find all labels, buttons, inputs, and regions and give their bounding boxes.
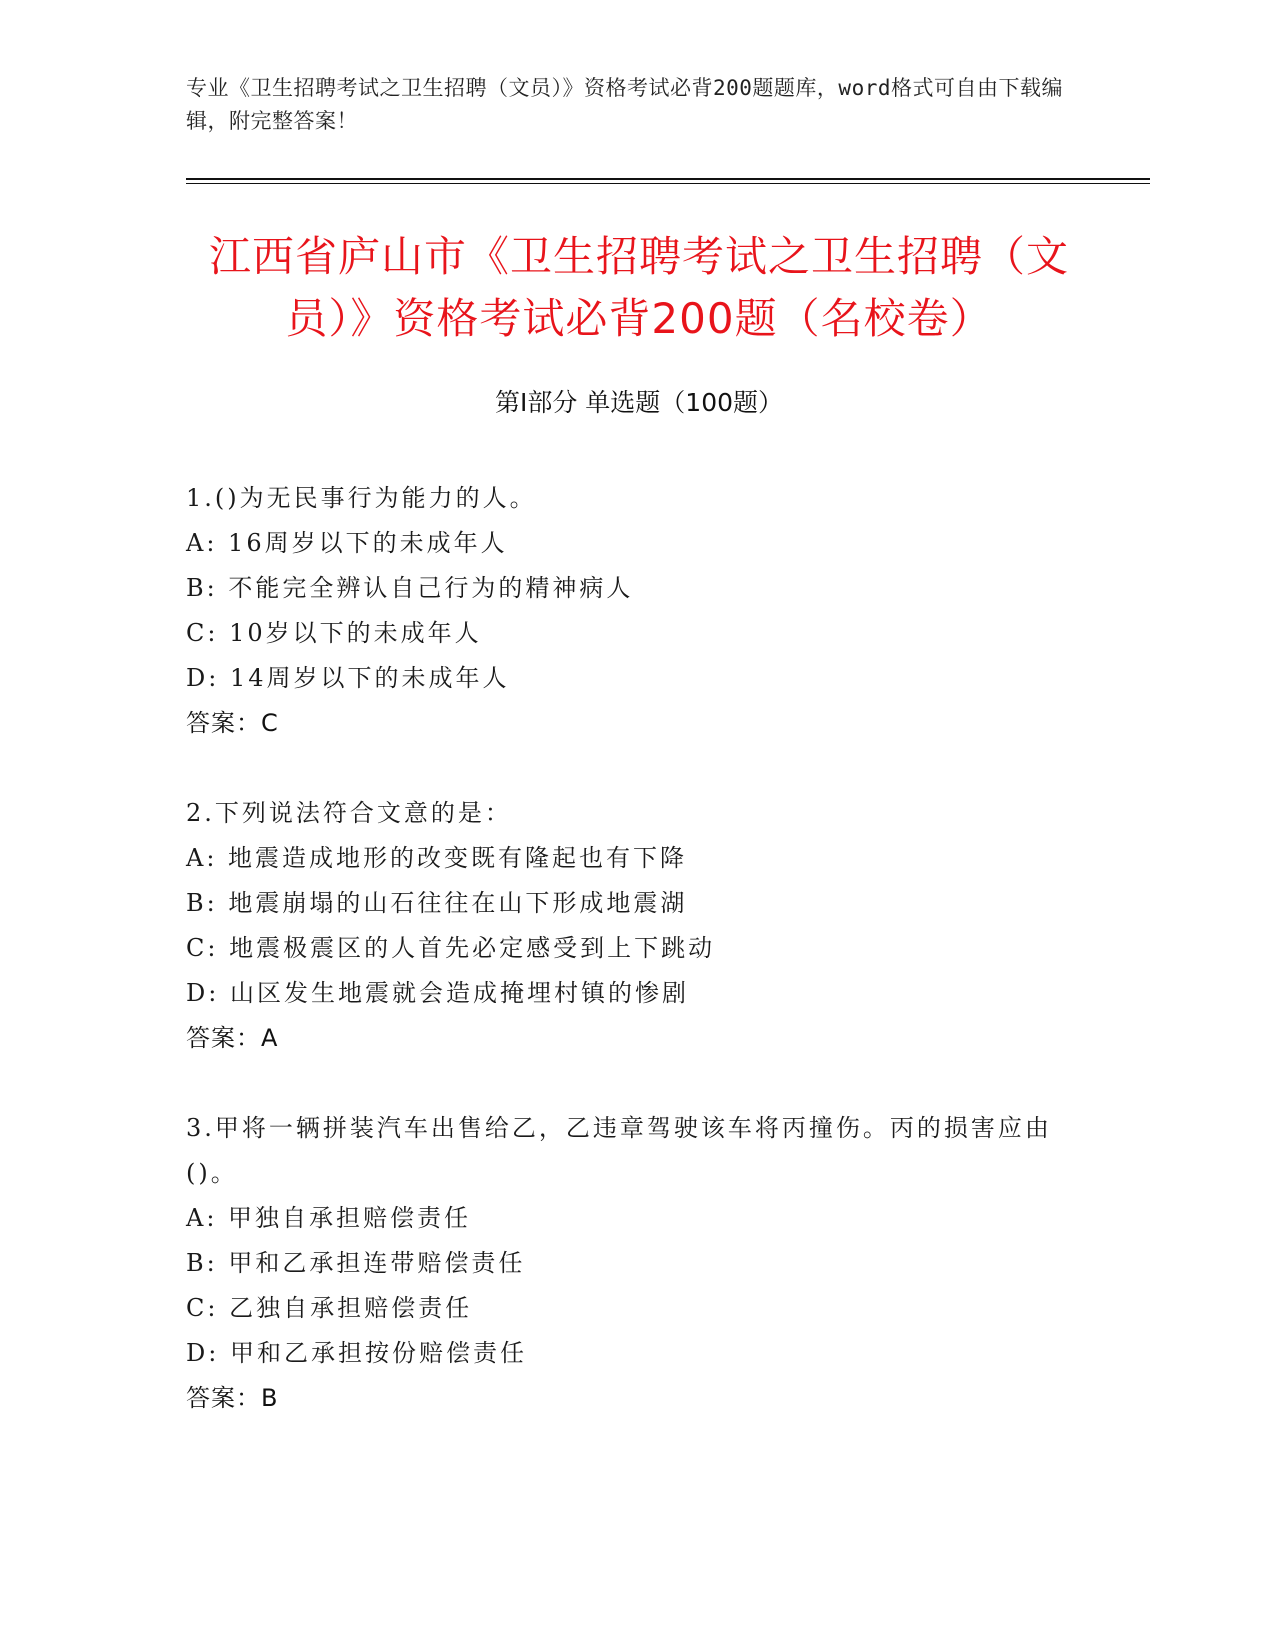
option-d: D: 甲和乙承担按份赔偿责任 [186, 1339, 527, 1367]
option-b: B: 甲和乙承担连带赔偿责任 [186, 1249, 526, 1277]
option-a: A: 16周岁以下的未成年人 [186, 529, 508, 557]
option-c: C: 乙独自承担赔偿责任 [186, 1294, 473, 1322]
question-1 [186, 476, 1086, 746]
option-c: C: 10岁以下的未成年人 [186, 619, 482, 647]
header-note: 专业《卫生招聘考试之卫生招聘（文员）》资格考试必背200题题库，word格式可自由下载编辑，附完整答案！ [186, 76, 1063, 133]
option-d: D: 14周岁以下的未成年人 [186, 664, 510, 692]
answer-line: 答案：A [186, 1024, 279, 1052]
answer-line: 答案：B [186, 1384, 279, 1412]
question-stem: 3.甲将一辆拼装汽车出售给乙，乙违章驾驶该车将丙撞伤。丙的损害应由()。 [186, 1114, 1052, 1187]
header-divider-thin [186, 183, 1150, 184]
answer-line: 答案：C [186, 709, 279, 737]
question-3 [186, 1106, 1086, 1421]
option-b: B: 地震崩塌的山石往往在山下形成地震湖 [186, 889, 688, 917]
question-list [186, 476, 1086, 1466]
question-stem: 2.下列说法符合文意的是： [186, 799, 512, 827]
header-divider-thick [186, 178, 1150, 180]
document-title: 江西省庐山市《卫生招聘考试之卫生招聘（文员）》资格考试必背200题（名校卷） [208, 232, 1069, 343]
option-b: B: 不能完全辨认自己行为的精神病人 [186, 574, 634, 602]
option-a: A: 甲独自承担赔偿责任 [186, 1204, 472, 1232]
section-title: 第Ⅰ部分 单选题（100题） [494, 388, 784, 417]
option-c: C: 地震极震区的人首先必定感受到上下跳动 [186, 934, 716, 962]
question-stem: 1.()为无民事行为能力的人。 [186, 484, 537, 512]
option-d: D: 山区发生地震就会造成掩埋村镇的惨剧 [186, 979, 689, 1007]
question-2 [186, 791, 1086, 1061]
option-a: A: 地震造成地形的改变既有隆起也有下降 [186, 844, 688, 872]
